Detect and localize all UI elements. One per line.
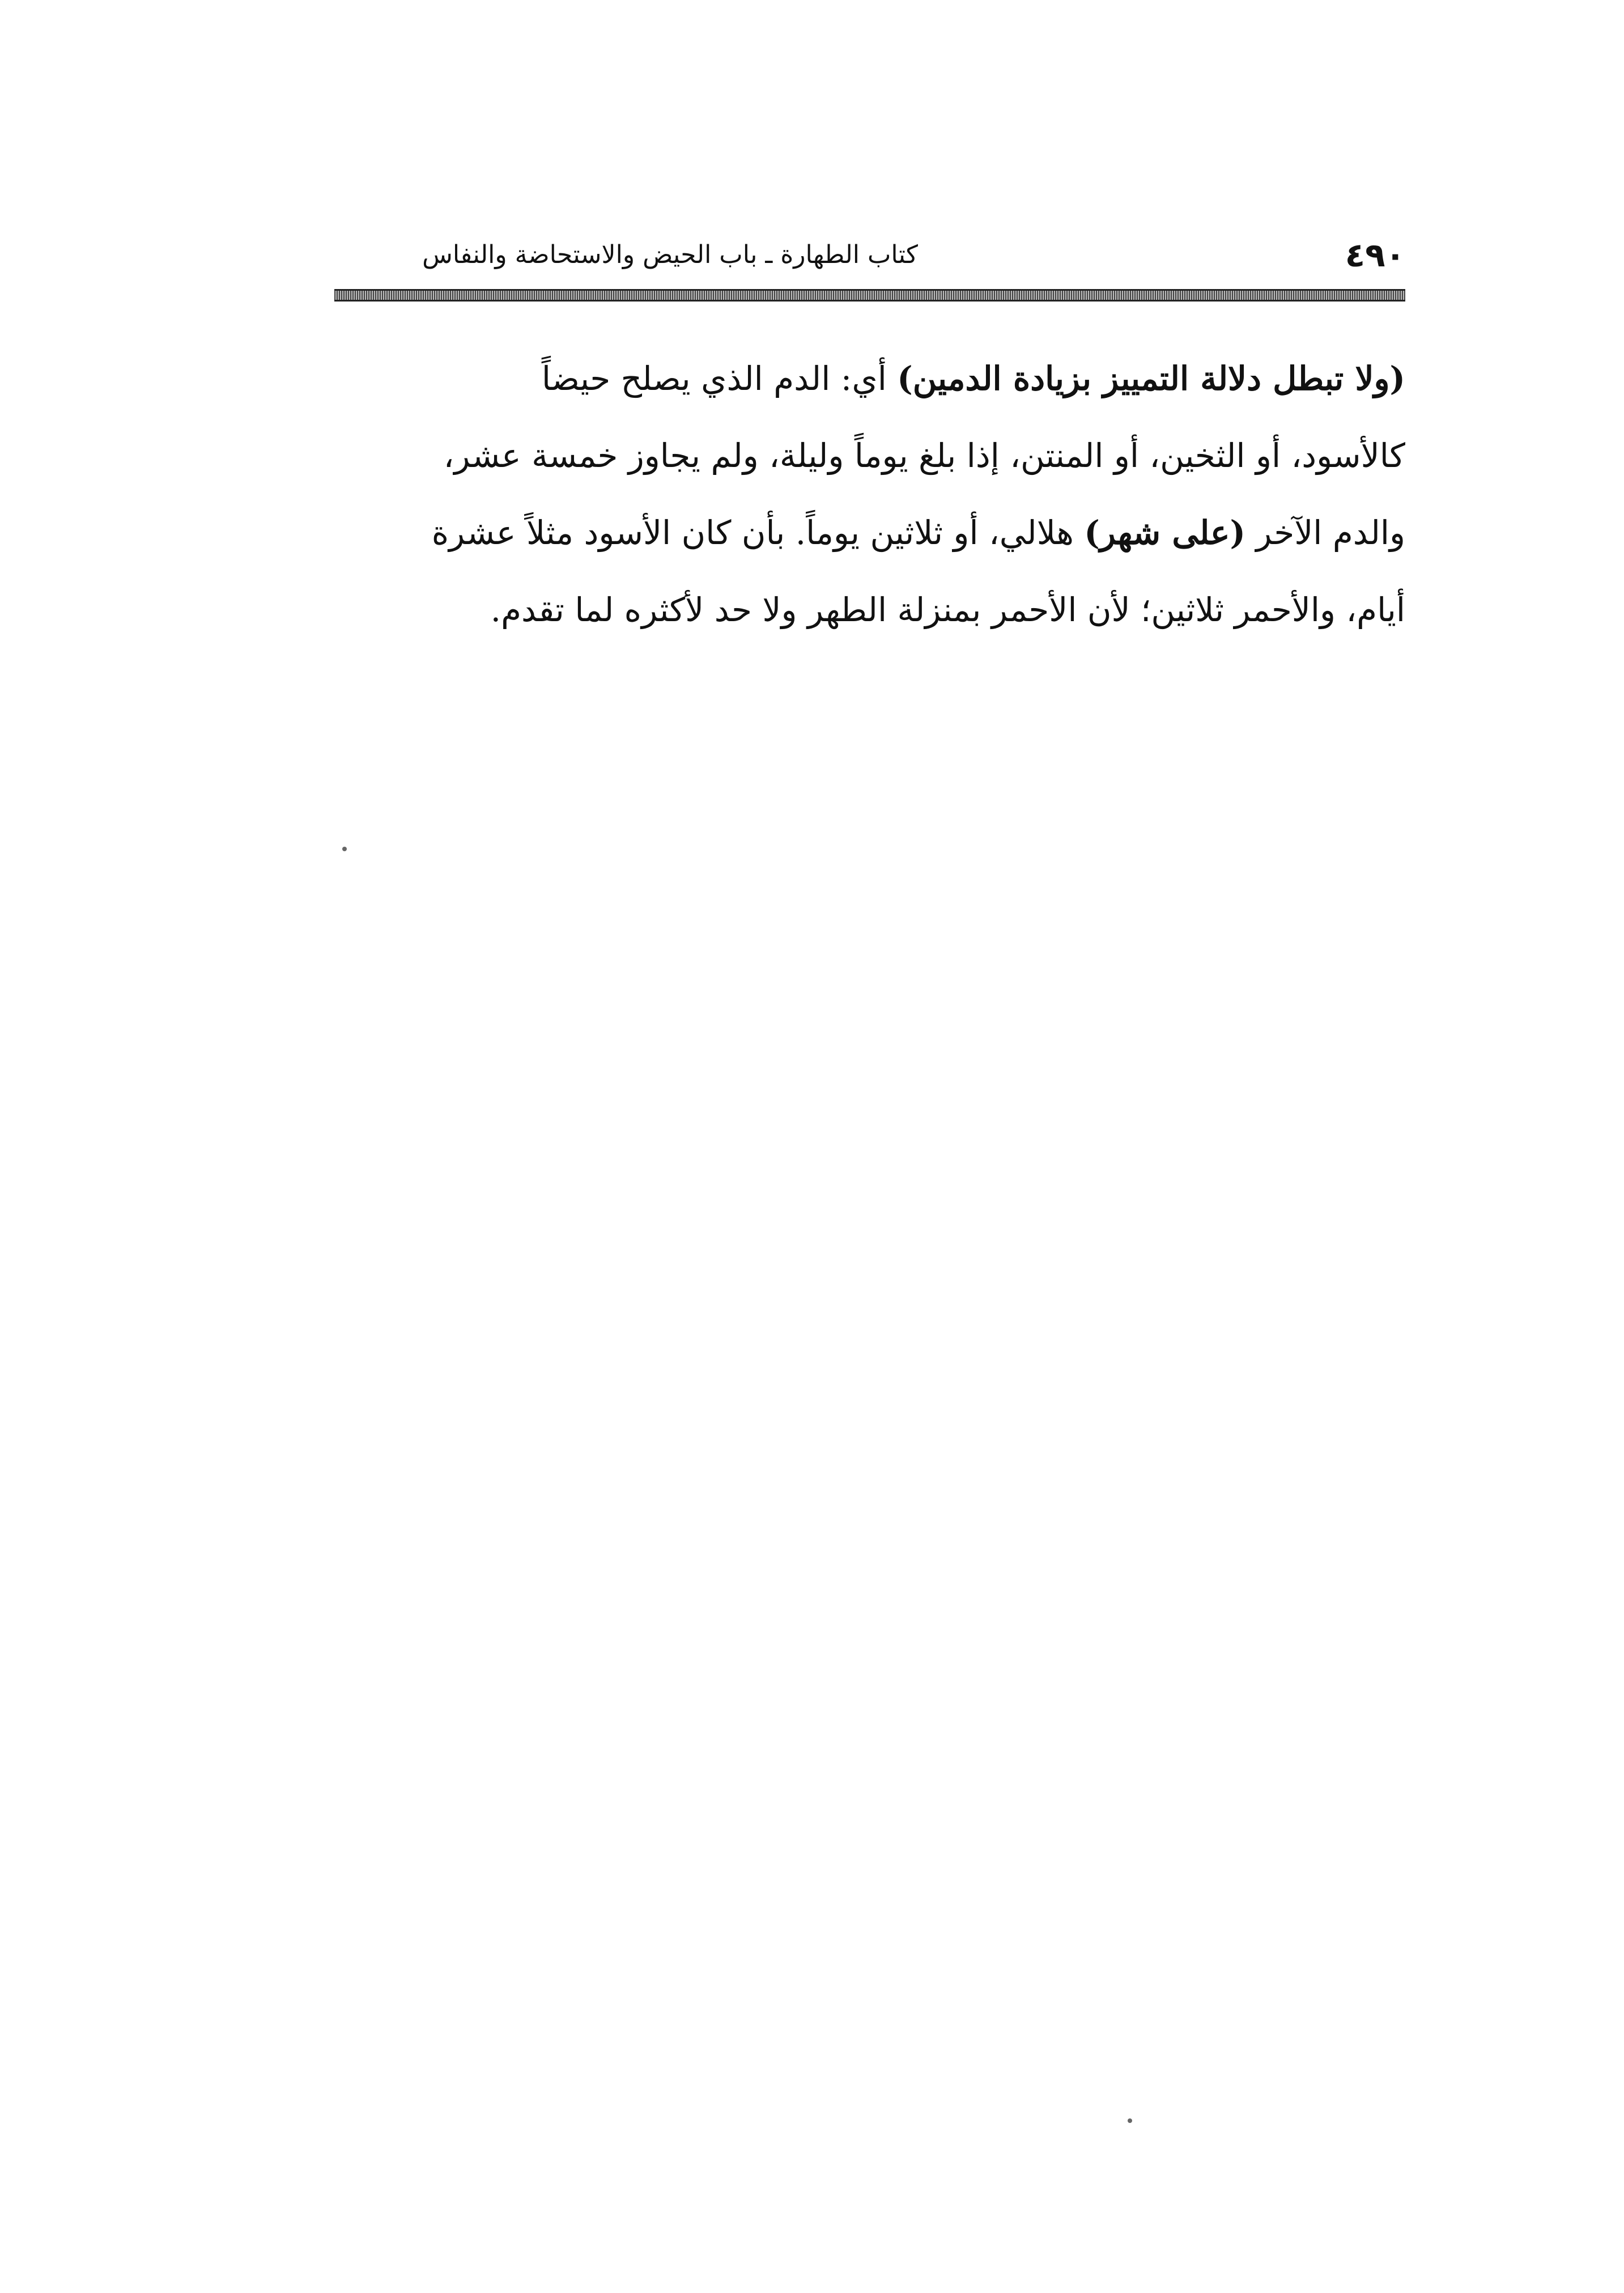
commentary-text: أي: الدم الذي يصلح حيضاً <box>541 359 898 398</box>
scan-speck <box>342 847 347 851</box>
body-paragraph <box>334 340 1405 648</box>
commentary-text: هلالي، أو ثلاثين يوماً. بأن كان الأسود مثلاً عشرة <box>431 513 1085 552</box>
text-line-3 <box>334 494 1405 571</box>
text-line-1 <box>334 340 1405 417</box>
matn-quote: (ولا تبطل دلالة التمييز بزيادة الدمين) <box>897 359 1405 398</box>
text-line-2: كالأسود، أو الثخين، أو المنتن، إذا بلغ يوماً وليلة، ولم يجاوز خمسة عشر، <box>443 436 1405 475</box>
commentary-text: والدم الآخر <box>1245 513 1405 552</box>
page-number: ٤٩٠ <box>1345 236 1405 274</box>
running-title: كتاب الطهارة ـ باب الحيض والاستحاضة والنفاس <box>422 240 918 269</box>
running-header <box>334 232 1405 278</box>
text-line-4: أيام، والأحمر ثلاثين؛ لأن الأحمر بمنزلة الطهر ولا حد لأكثره لما تقدم. <box>490 591 1405 629</box>
header-rule <box>334 289 1405 302</box>
matn-quote: (على شهر) <box>1084 513 1245 552</box>
scan-speck <box>1128 2118 1132 2123</box>
